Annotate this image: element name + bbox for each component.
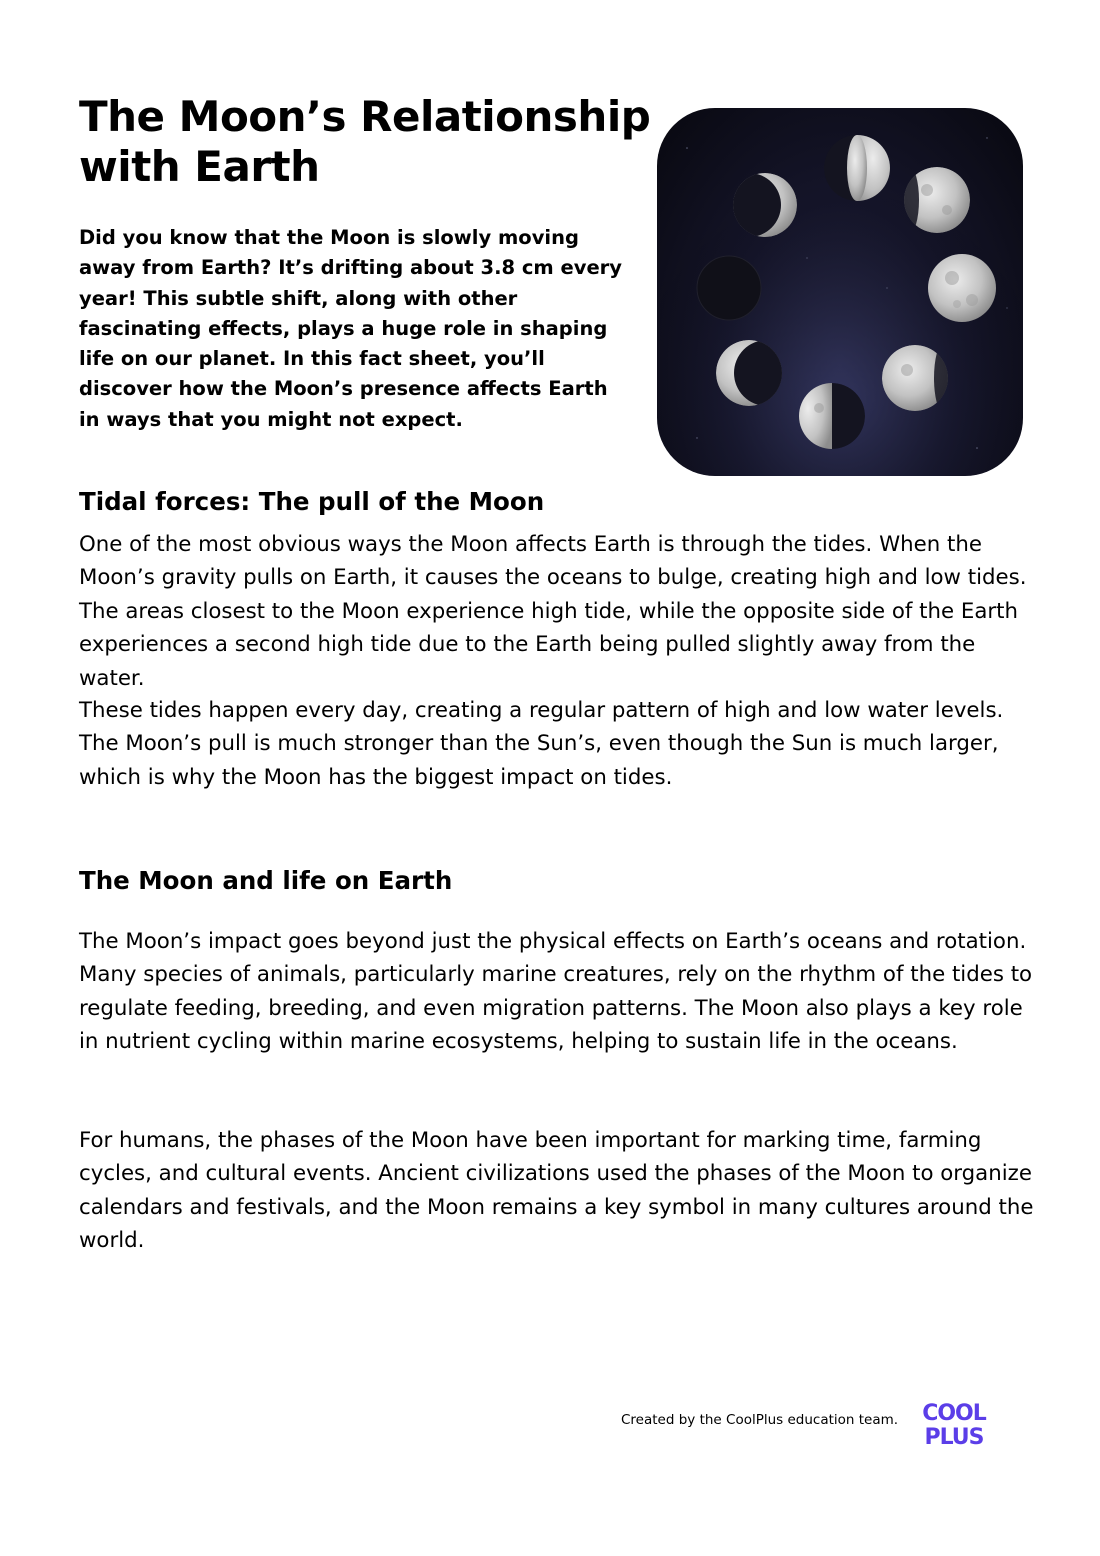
page-title: The Moon’s Relationship with Earth bbox=[79, 92, 651, 191]
moon-phases-image bbox=[657, 108, 1023, 476]
moon-full bbox=[928, 254, 996, 322]
life-paragraph-2: For humans, the phases of the Moon have been important for marking time, farming cycles, and cultural events. Ancient civilizations used the phases of the Moon to organize calendars and festivals, and the Moon remains a key symbol in many cultures around the world. bbox=[79, 1128, 1034, 1254]
section-heading-life: The Moon and life on Earth bbox=[79, 866, 453, 895]
moon-phases-illustration bbox=[657, 108, 1023, 476]
intro-paragraph: Did you know that the Moon is slowly moving away from Earth? It’s drifting about 3.8 cm every year! This subtle shift, along with other fascinating effects, plays a huge role in shaping life on our planet. In this fact sheet, you’ll discover how the Moon’s presence affects Earth in ways that you might not expect. bbox=[79, 226, 622, 431]
life-paragraph-1: The Moon’s impact goes beyond just the physical effects on Earth’s oceans and rotation. Many species of animals, particularly marine creatures, rely on the rhythm of the tides to regulate feeding, breeding, and even migration patterns. The Moon also plays a key role in nutrient cycling within marine ecosystems, helping to sustain life in the oceans. bbox=[79, 929, 1033, 1055]
tides-paragraph-1: One of the most obvious ways the Moon affects Earth is through the tides. When the Moon’s gravity pulls on Earth, it causes the oceans to bulge, creating high and low tides. The areas closest to the Moon experience high tide, while the opposite side of the Earth experiences a second high tide due to the Earth being pulled slightly away from the water. bbox=[79, 532, 1027, 691]
coolplus-logo bbox=[914, 1398, 994, 1448]
tides-paragraph-2: These tides happen every day, creating a regular pattern of high and low water levels. The Moon’s pull is much stronger than the Sun’s, even though the Sun is much larger, which is why the Moon has the biggest impact on tides. bbox=[79, 698, 1004, 790]
footer-credit: Created by the CoolPlus education team. bbox=[621, 1412, 899, 1428]
moon-new bbox=[697, 256, 761, 320]
logo-text-top: COOL bbox=[922, 1401, 986, 1426]
logo-text-bottom: PLUS bbox=[924, 1425, 984, 1448]
section-heading-tides: Tidal forces: The pull of the Moon bbox=[79, 487, 545, 516]
